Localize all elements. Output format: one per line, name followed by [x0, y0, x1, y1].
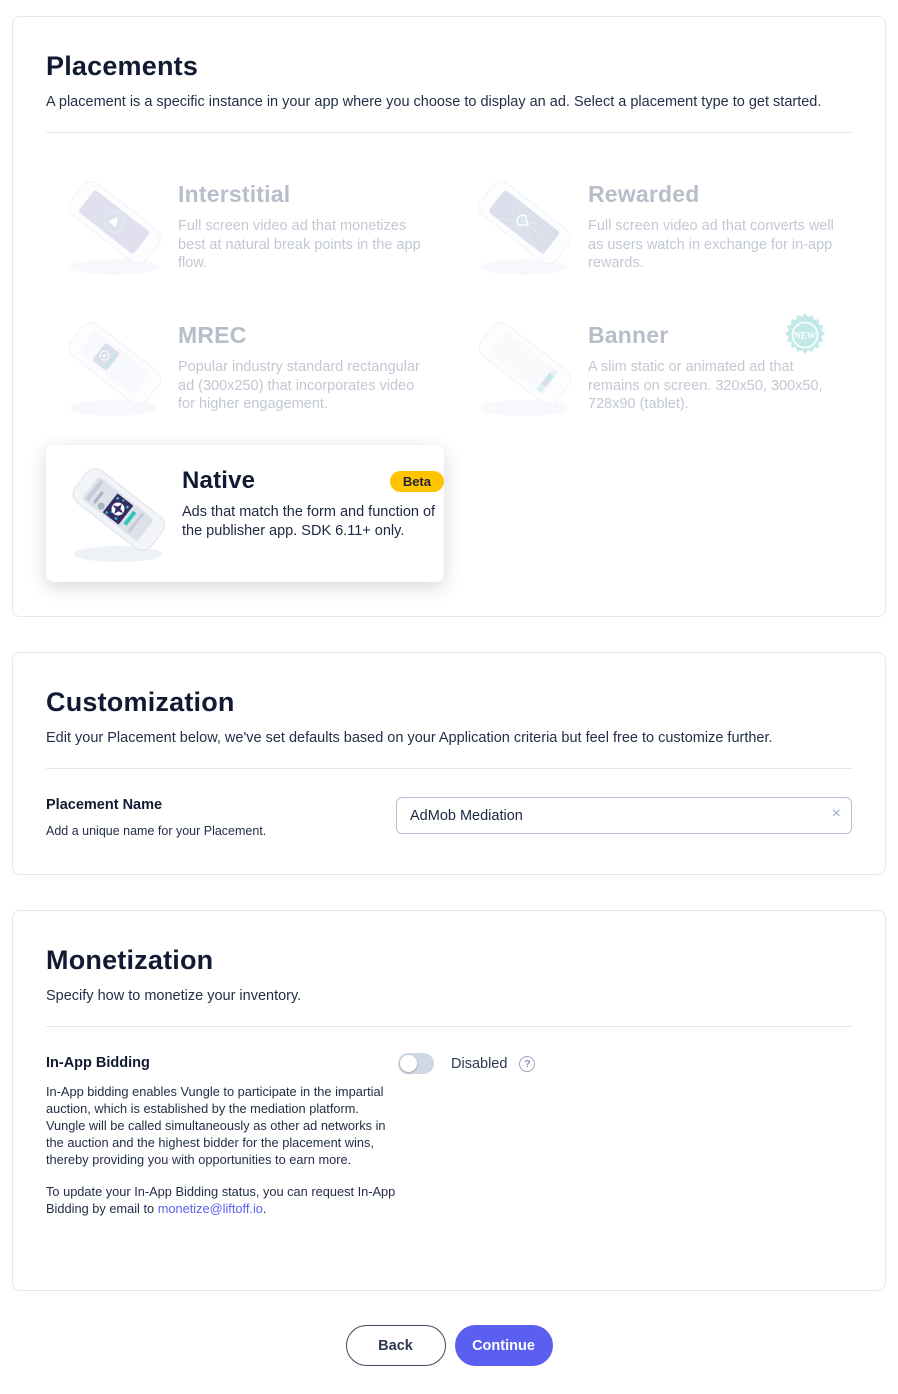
- in-app-bidding-description: In-App bidding enables Vungle to participate in the impartial auction, which is established by the mediation platform. Vungle will be called simultaneously as other ad networks in the auction and the highest bidder for the placement wins, thereby providing you with opportunities to earn more.: [46, 1084, 386, 1167]
- in-app-bidding-state: Disabled: [451, 1055, 508, 1072]
- customization-title: Customization: [46, 687, 235, 717]
- back-button[interactable]: Back: [346, 1325, 446, 1366]
- monetization-subtitle: Specify how to monetize your inventory.: [46, 988, 302, 1004]
- customization-subtitle: Edit your Placement below, we've set defaults based on your Application criteria but feel free to customize further.: [46, 730, 773, 746]
- in-app-bidding-label: In-App Bidding: [46, 1055, 150, 1071]
- monetization-title: Monetization: [46, 945, 214, 975]
- placements-card: [12, 16, 886, 617]
- placement-option-native[interactable]: [46, 445, 444, 582]
- in-app-bidding-request: To update your In-App Bidding status, you can request In-App Bidding by email to monetize@liftoff.io.: [46, 1184, 396, 1217]
- mrec-phone-icon: [50, 308, 178, 429]
- clear-input-icon[interactable]: ×: [831, 805, 841, 822]
- placements-subtitle: A placement is a specific instance in your app where you choose to display an ad. Select a placement type to get started.: [46, 94, 822, 110]
- native-description: Ads that match the form and function of the publisher app. SDK 6.11+ only.: [182, 504, 436, 539]
- monetization-card: [12, 910, 886, 1291]
- section-divider: [46, 1026, 852, 1027]
- interstitial-title: Interstitial: [178, 181, 291, 207]
- new-badge-icon: [782, 312, 828, 363]
- beta-badge: Beta: [390, 471, 444, 492]
- banner-phone-icon: [460, 308, 588, 429]
- toggle-knob: [400, 1055, 417, 1072]
- rewarded-description: Full screen video ad that converts well as users watch in exchange for in-app rewards.: [588, 218, 834, 272]
- mrec-title: MREC: [178, 322, 247, 348]
- banner-description: A slim static or animated ad that remains on screen. 320x50, 300x50, 728x90 (tablet).: [588, 359, 823, 413]
- section-divider: [46, 132, 852, 133]
- native-phone-icon: [54, 455, 182, 572]
- rewarded-phone-icon: [460, 167, 588, 288]
- placement-name-row: [46, 797, 852, 838]
- placement-name-label: Placement Name: [46, 797, 163, 813]
- placements-title: Placements: [46, 51, 199, 81]
- footer-actions: [12, 1325, 886, 1366]
- help-icon[interactable]: ?: [519, 1056, 535, 1072]
- customization-card: [12, 652, 886, 875]
- interstitial-phone-icon: [50, 167, 178, 288]
- placement-option-banner[interactable]: [456, 300, 852, 435]
- placement-name-input[interactable]: [396, 797, 852, 834]
- interstitial-description: Full screen video ad that monetizes best at natural break points in the app flow.: [178, 218, 421, 272]
- placement-name-helper: Add a unique name for your Placement.: [46, 824, 267, 838]
- svg-text:NEW: NEW: [794, 330, 816, 341]
- placement-option-interstitial[interactable]: [46, 159, 442, 294]
- native-title: Native: [182, 467, 256, 494]
- monetize-email-link[interactable]: monetize@liftoff.io: [157, 1201, 263, 1217]
- placement-option-rewarded[interactable]: [456, 159, 852, 294]
- placement-options-grid: [46, 159, 852, 435]
- placement-option-mrec[interactable]: [46, 300, 442, 435]
- continue-button[interactable]: Continue: [455, 1325, 553, 1366]
- rewarded-title: Rewarded: [588, 181, 700, 207]
- in-app-bidding-row: [46, 1055, 852, 1218]
- mrec-description: Popular industry standard rectangular ad (300x250) that incorporates video for higher engagement.: [178, 359, 420, 413]
- in-app-bidding-toggle[interactable]: [398, 1053, 434, 1074]
- banner-title: Banner: [588, 322, 669, 348]
- section-divider: [46, 768, 852, 769]
